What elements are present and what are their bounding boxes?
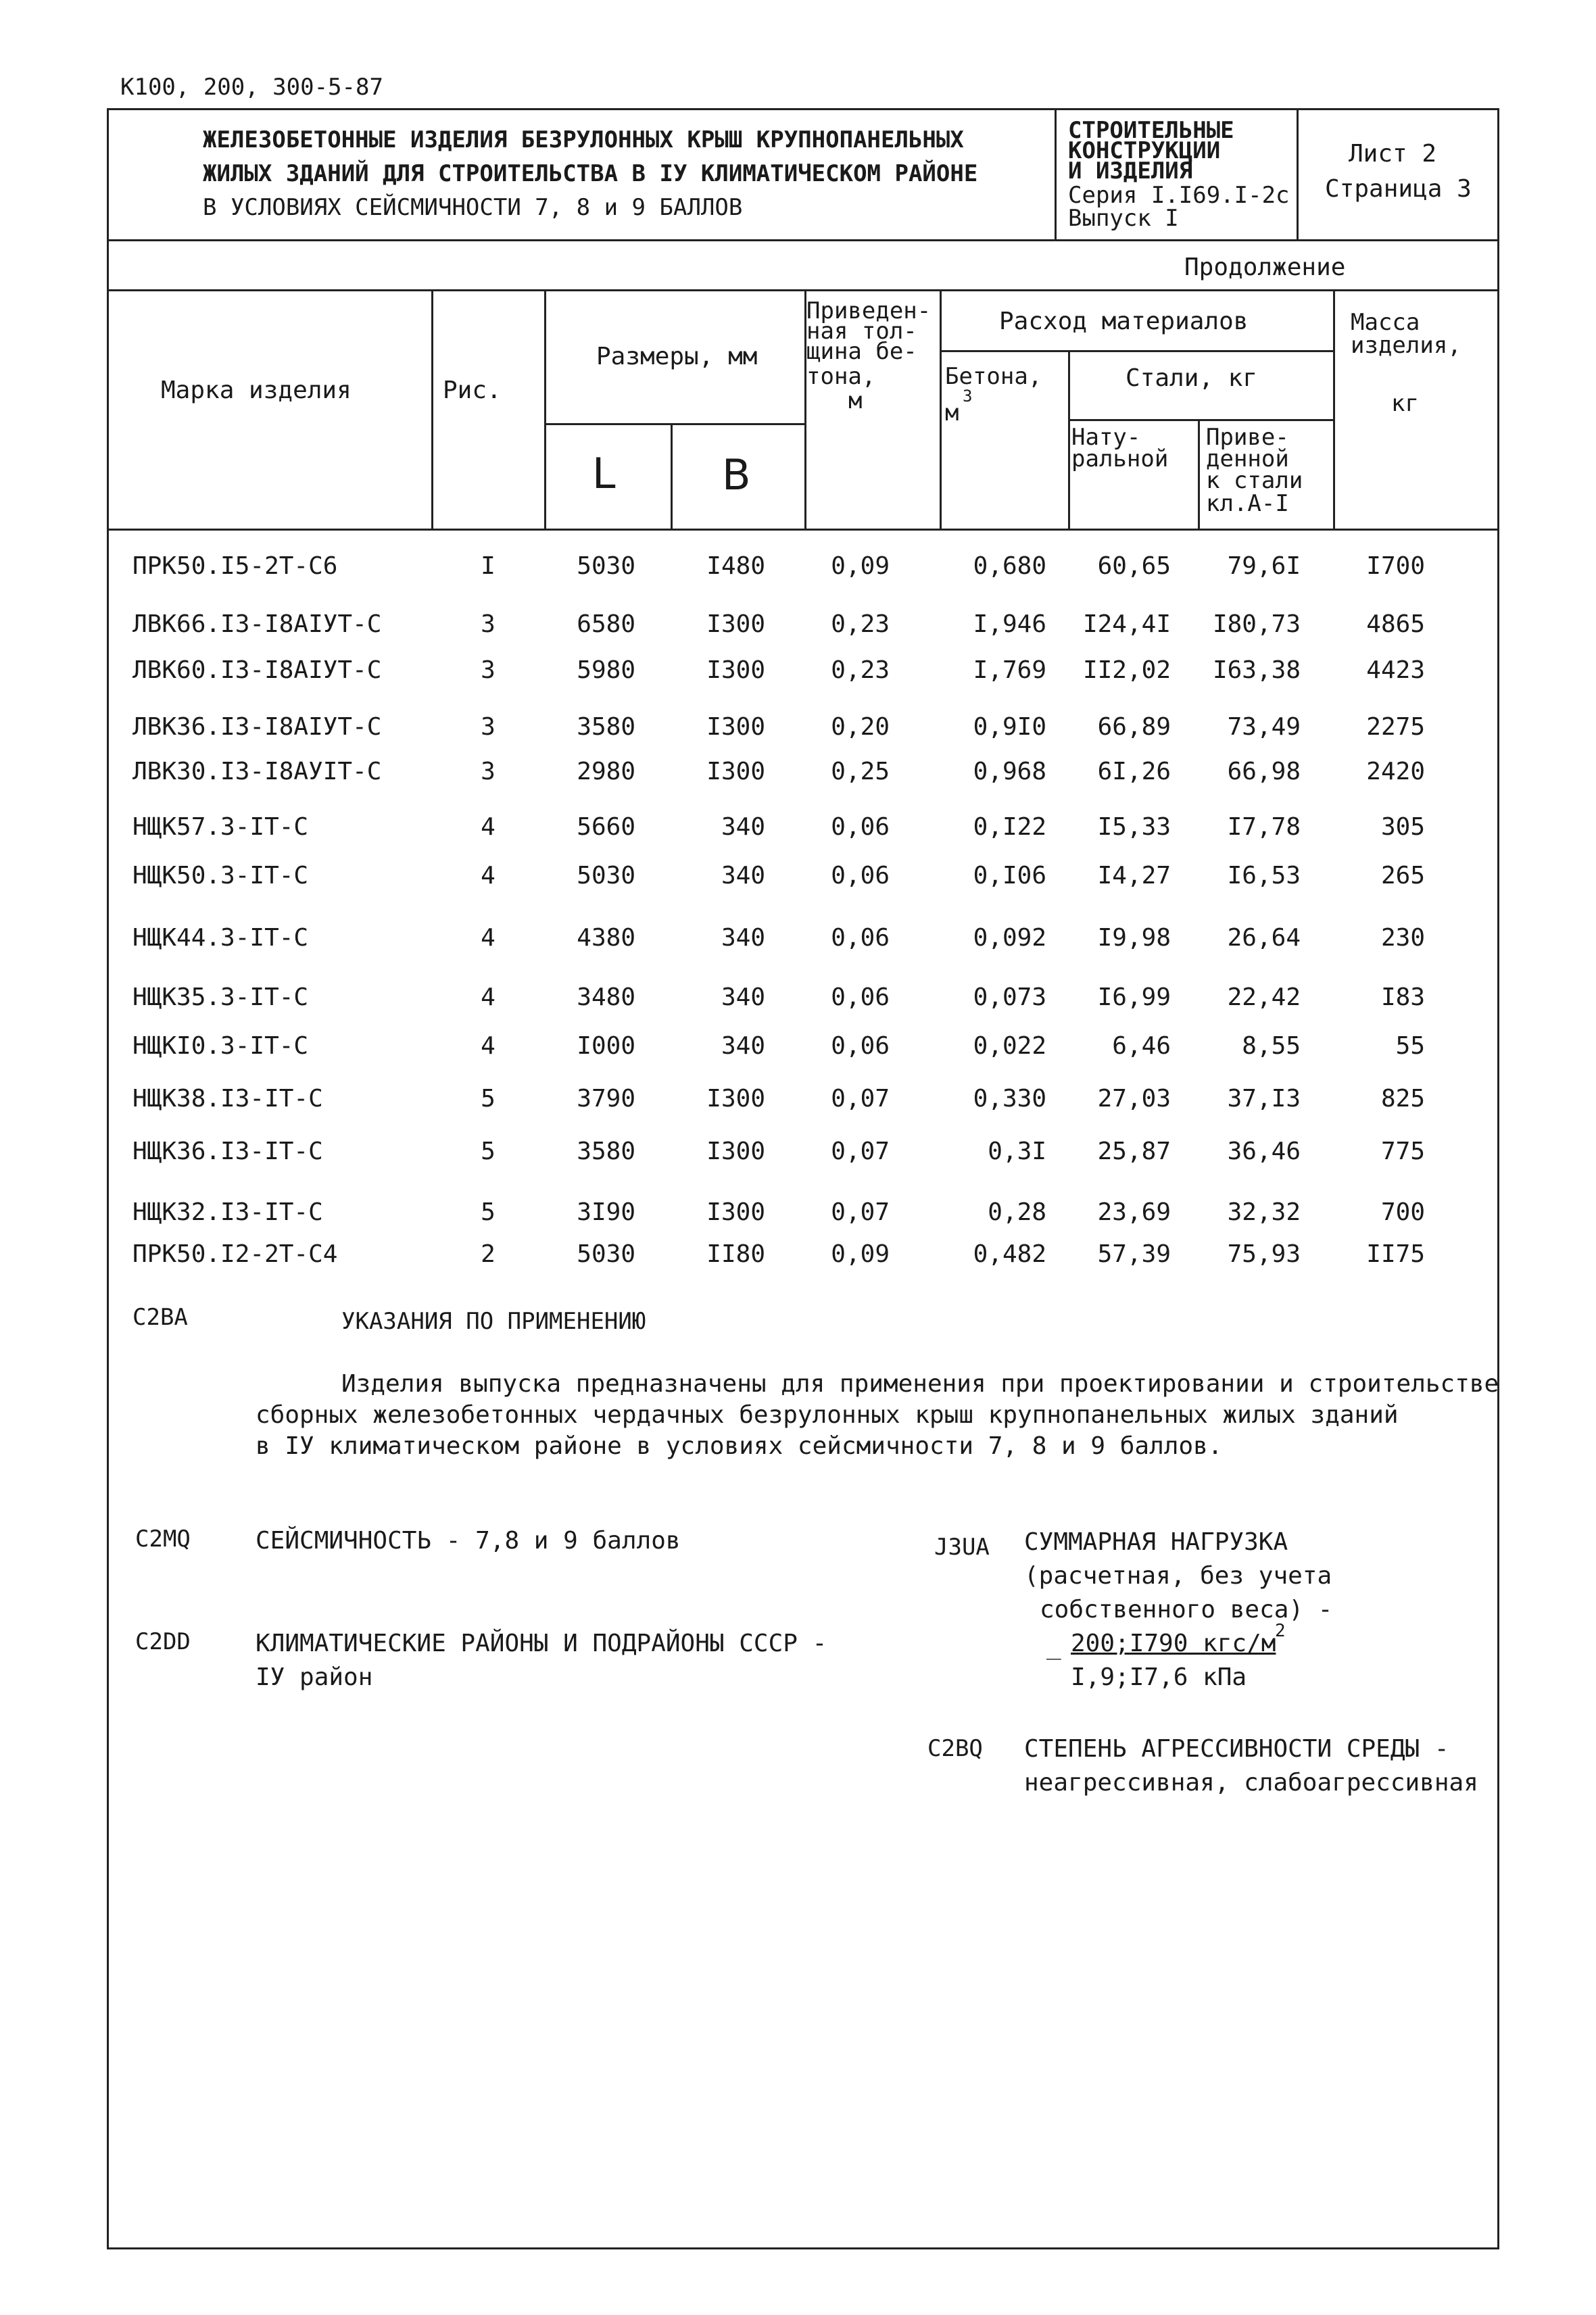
cell-mass: 2420 — [1366, 758, 1425, 785]
cell-natural-steel: I5,33 — [1097, 813, 1171, 841]
cell-reduced-thickness: 0,25 — [831, 758, 890, 785]
cell-mark: НЩК44.3-IТ-С — [132, 924, 309, 952]
cell-reduced-steel: 8,55 — [1242, 1032, 1301, 1060]
cell-width: 340 — [721, 1032, 765, 1060]
cell-length: 4380 — [577, 924, 635, 952]
cell-natural-steel: 60,65 — [1097, 552, 1171, 580]
cell-mark: НЩК35.3-IТ-С — [132, 983, 309, 1011]
cell-fig: 5 — [481, 1138, 495, 1165]
cell-width: I300 — [706, 1085, 765, 1113]
header-sizes: Размеры, мм — [596, 343, 758, 370]
cell-length: 3I90 — [577, 1198, 635, 1226]
aggressiveness-text-line-2: неагрессивная, слабоагрессивная — [1024, 1769, 1478, 1797]
continuation-label: Продолжение — [1184, 253, 1346, 281]
cell-width: I480 — [706, 552, 765, 580]
frame-right — [1497, 108, 1499, 2249]
cell-reduced-steel: 73,49 — [1227, 713, 1301, 741]
cell-concrete: 0,330 — [973, 1085, 1046, 1113]
cell-reduced-steel: I63,38 — [1212, 656, 1301, 684]
cell-length: 5980 — [577, 656, 635, 684]
header-thickness-line: щина бе- — [806, 338, 917, 365]
cell-concrete: I,769 — [973, 656, 1046, 684]
cell-mass: 265 — [1380, 862, 1425, 890]
header-mass-line: Масса — [1351, 309, 1420, 336]
cell-width: II80 — [706, 1240, 765, 1268]
header-steel: Стали, кг — [1126, 364, 1258, 392]
cell-width: 340 — [721, 862, 765, 890]
usage-code: C2BA — [132, 1304, 188, 1331]
title-divider-1 — [1055, 108, 1057, 241]
cell-natural-steel: I4,27 — [1097, 862, 1171, 890]
cell-width: 340 — [721, 924, 765, 952]
cell-length: 5030 — [577, 1240, 635, 1268]
cell-fig: I — [481, 552, 495, 580]
cell-mark: НЩК38.I3-IТ-С — [132, 1085, 323, 1113]
header-col-divider — [544, 289, 546, 530]
cell-reduced-thickness: 0,06 — [831, 813, 890, 841]
frame-bottom — [107, 2247, 1499, 2249]
header-B: B — [722, 450, 751, 499]
cell-width: I300 — [706, 713, 765, 741]
title-line-2: ЖИЛЫХ ЗДАНИЙ ДЛЯ СТРОИТЕЛЬСТВА В IУ КЛИМАТИЧЕСКОМ РАЙОНЕ — [203, 160, 978, 187]
cell-fig: 4 — [481, 862, 495, 890]
cell-mass: 775 — [1380, 1138, 1425, 1165]
cell-reduced-thickness: 0,09 — [831, 1240, 890, 1268]
cell-natural-steel: 25,87 — [1097, 1138, 1171, 1165]
cell-concrete: 0,I22 — [973, 813, 1046, 841]
cell-natural-steel: I6,99 — [1097, 983, 1171, 1011]
title-bottom-line — [107, 239, 1499, 241]
cell-length: 5660 — [577, 813, 635, 841]
header-thickness-line: тона, — [806, 363, 876, 390]
cell-reduced-steel: 22,42 — [1227, 983, 1301, 1011]
header-row-divider — [544, 423, 806, 425]
cell-reduced-steel: I80,73 — [1212, 610, 1301, 638]
load-text-exponent: 2 — [1275, 1621, 1286, 1641]
header-thickness-line: м — [848, 387, 863, 414]
header-bottom-line — [107, 529, 1499, 531]
cell-fig: 5 — [481, 1198, 495, 1226]
cell-mark: НЩК32.I3-IТ-С — [132, 1198, 323, 1226]
cell-concrete: 0,9I0 — [973, 713, 1046, 741]
cell-mass: 55 — [1395, 1032, 1425, 1060]
cell-reduced-steel: 66,98 — [1227, 758, 1301, 785]
cell-fig: 4 — [481, 813, 495, 841]
cell-mark: ПРК50.I5-2Т-С6 — [132, 552, 338, 580]
cell-reduced-steel: 32,32 — [1227, 1198, 1301, 1226]
header-col-divider — [431, 289, 433, 530]
header-col-divider — [671, 424, 673, 530]
cell-reduced-thickness: 0,09 — [831, 552, 890, 580]
cell-mass: 700 — [1380, 1198, 1425, 1226]
seismic-code: C2MQ — [135, 1526, 191, 1553]
header-mass-line: кг — [1391, 390, 1419, 417]
title-divider-2 — [1297, 108, 1299, 241]
load-text-dash: _ — [1046, 1632, 1061, 1660]
cell-width: I300 — [706, 758, 765, 785]
header-material-consumption: Расход материалов — [999, 308, 1249, 335]
title-line-3: В УСЛОВИЯХ СЕЙСМИЧНОСТИ 7, 8 и 9 БАЛЛОВ — [203, 194, 743, 221]
header-row-divider — [1068, 419, 1335, 421]
cell-length: 6580 — [577, 610, 635, 638]
cell-natural-steel: I9,98 — [1097, 924, 1171, 952]
header-col-divider — [1068, 351, 1070, 530]
cell-concrete: I,946 — [973, 610, 1046, 638]
header-thickness-line: Приведен- — [806, 297, 932, 324]
cell-mass: 305 — [1380, 813, 1425, 841]
cell-concrete: 0,I06 — [973, 862, 1046, 890]
cell-reduced-thickness: 0,20 — [831, 713, 890, 741]
cell-reduced-thickness: 0,06 — [831, 983, 890, 1011]
series-line-1: СТРОИТЕЛЬНЫЕ — [1068, 117, 1234, 144]
cell-mark: ЛВК36.I3-I8АIУТ-С — [132, 713, 382, 741]
cell-natural-steel: 6I,26 — [1097, 758, 1171, 785]
cell-reduced-thickness: 0,23 — [831, 610, 890, 638]
title-line-1: ЖЕЛЕЗОБЕТОННЫЕ ИЗДЕЛИЯ БЕЗРУЛОННЫХ КРЫШ КРУПНОПАНЕЛЬНЫХ — [203, 126, 964, 153]
load-text-line-5: I,9;I7,6 кПа — [1071, 1663, 1247, 1691]
cell-mark: ЛВК30.I3-I8АУIТ-С — [132, 758, 382, 785]
usage-paragraph-line-2: сборных железобетонных чердачных безрулонных крыш крупнопанельных жилых зданий — [256, 1401, 1399, 1429]
cell-mark: НЩК57.3-IТ-С — [132, 813, 309, 841]
cell-reduced-steel: I6,53 — [1227, 862, 1301, 890]
cell-reduced-steel: 79,6I — [1227, 552, 1301, 580]
cell-fig: 4 — [481, 1032, 495, 1060]
aggressiveness-code: C2BQ — [927, 1735, 983, 1762]
climate-text-line-2: IУ район — [256, 1663, 373, 1691]
header-mark: Марка изделия — [161, 376, 352, 404]
header-fig: Рис. — [443, 376, 502, 404]
document-code: K100, 200, 300-5-87 — [120, 74, 383, 101]
cell-mass: 2275 — [1366, 713, 1425, 741]
header-reduced-line: Приве- — [1206, 424, 1289, 451]
cell-mark: НЩК36.I3-IТ-С — [132, 1138, 323, 1165]
cell-width: 340 — [721, 813, 765, 841]
header-L: L — [592, 449, 616, 498]
cell-mass: 230 — [1380, 924, 1425, 952]
cell-width: I300 — [706, 610, 765, 638]
cell-mass: II75 — [1366, 1240, 1425, 1268]
cell-reduced-thickness: 0,06 — [831, 1032, 890, 1060]
aggressiveness-text-line-1: СТЕПЕНЬ АГРЕССИВНОСТИ СРЕДЫ - — [1024, 1735, 1449, 1763]
cell-natural-steel: 6,46 — [1112, 1032, 1171, 1060]
cell-concrete: 0,3I — [988, 1138, 1046, 1165]
sheet-number: Лист 2 — [1349, 140, 1437, 168]
cell-length: 3580 — [577, 713, 635, 741]
cell-reduced-thickness: 0,07 — [831, 1085, 890, 1113]
header-col-divider — [1333, 289, 1335, 530]
header-col-divider — [1198, 420, 1200, 530]
cell-mark: ПРК50.I2-2Т-С4 — [132, 1240, 338, 1268]
load-text-line-3: собственного веса) - — [1040, 1596, 1333, 1624]
frame-left — [107, 108, 109, 2249]
cell-fig: 3 — [481, 713, 495, 741]
cell-natural-steel: II2,02 — [1082, 656, 1171, 684]
load-text-line-1: СУММАРНАЯ НАГРУЗКА — [1024, 1528, 1288, 1556]
header-mass-line: изделия, — [1351, 332, 1461, 359]
header-reduced-line: кл.А-I — [1206, 490, 1289, 517]
header-concrete-exponent: 3 — [963, 387, 973, 406]
cell-reduced-thickness: 0,07 — [831, 1198, 890, 1226]
cell-concrete: 0,28 — [988, 1198, 1046, 1226]
cell-length: 2980 — [577, 758, 635, 785]
cell-fig: 5 — [481, 1085, 495, 1113]
frame-top — [107, 108, 1499, 110]
cell-reduced-thickness: 0,23 — [831, 656, 890, 684]
cell-mark: ЛВК66.I3-I8АIУТ-С — [132, 610, 382, 638]
header-concrete-line: Бетона, — [945, 363, 1042, 390]
cell-length: 3790 — [577, 1085, 635, 1113]
header-reduced-line: денной — [1206, 445, 1289, 472]
header-col-divider — [940, 289, 942, 530]
cell-mass: 825 — [1380, 1085, 1425, 1113]
cell-mass: I700 — [1366, 552, 1425, 580]
usage-heading: УКАЗАНИЯ ПО ПРИМЕНЕНИЮ — [341, 1308, 646, 1335]
cell-natural-steel: 27,03 — [1097, 1085, 1171, 1113]
cell-length: 3480 — [577, 983, 635, 1011]
series-line-5: Выпуск I — [1068, 205, 1179, 232]
cell-reduced-steel: 75,93 — [1227, 1240, 1301, 1268]
cell-fig: 4 — [481, 983, 495, 1011]
cell-mark: ЛВК60.I3-I8АIУТ-С — [132, 656, 382, 684]
cell-width: 340 — [721, 983, 765, 1011]
climate-text-line-1: КЛИМАТИЧЕСКИЕ РАЙОНЫ И ПОДРАЙОНЫ СССР - — [256, 1630, 827, 1657]
series-line-4: Серия I.I69.I-2с — [1068, 182, 1290, 209]
load-text-line-4: 200;I790 кгс/м — [1071, 1630, 1276, 1657]
cell-reduced-steel: 36,46 — [1227, 1138, 1301, 1165]
cell-fig: 2 — [481, 1240, 495, 1268]
cell-length: 3580 — [577, 1138, 635, 1165]
header-natural-line: Нату- — [1071, 424, 1141, 451]
cell-width: I300 — [706, 1138, 765, 1165]
cell-concrete: 0,968 — [973, 758, 1046, 785]
usage-paragraph-line-1: Изделия выпуска предназначены для применения при проектировании и строительстве — [341, 1370, 1499, 1398]
seismic-text: СЕЙСМИЧНОСТЬ - 7,8 и 9 баллов — [256, 1527, 681, 1555]
table-top-line — [107, 289, 1499, 291]
cell-reduced-thickness: 0,07 — [831, 1138, 890, 1165]
cell-mass: I83 — [1380, 983, 1425, 1011]
cell-fig: 4 — [481, 924, 495, 952]
cell-concrete: 0,680 — [973, 552, 1046, 580]
cell-concrete: 0,073 — [973, 983, 1046, 1011]
page-number: Страница 3 — [1325, 175, 1472, 203]
usage-paragraph-line-3: в IУ климатическом районе в условиях сейсмичности 7, 8 и 9 баллов. — [256, 1432, 1223, 1460]
cell-width: I300 — [706, 1198, 765, 1226]
cell-mark: НЩК50.3-IТ-С — [132, 862, 309, 890]
cell-concrete: 0,482 — [973, 1240, 1046, 1268]
load-text-line-2: (расчетная, без учета — [1024, 1562, 1332, 1590]
load-code: J3UA — [934, 1534, 990, 1561]
series-line-2: КОНСТРУКЦИИ — [1068, 137, 1221, 164]
cell-concrete: 0,022 — [973, 1032, 1046, 1060]
cell-reduced-steel: I7,78 — [1227, 813, 1301, 841]
cell-mark: НЩКI0.3-IТ-С — [132, 1032, 309, 1060]
cell-natural-steel: 57,39 — [1097, 1240, 1171, 1268]
series-line-3: И ИЗДЕЛИЯ — [1068, 157, 1193, 185]
cell-length: 5030 — [577, 552, 635, 580]
cell-reduced-thickness: 0,06 — [831, 924, 890, 952]
cell-fig: 3 — [481, 758, 495, 785]
header-thickness-line: ная тол- — [806, 318, 917, 345]
cell-length: 5030 — [577, 862, 635, 890]
cell-reduced-steel: 26,64 — [1227, 924, 1301, 952]
header-concrete-line: м — [945, 399, 959, 427]
cell-concrete: 0,092 — [973, 924, 1046, 952]
cell-length: I000 — [577, 1032, 635, 1060]
cell-width: I300 — [706, 656, 765, 684]
cell-fig: 3 — [481, 610, 495, 638]
climate-code: C2DD — [135, 1628, 191, 1655]
cell-reduced-thickness: 0,06 — [831, 862, 890, 890]
header-natural-line: ральной — [1071, 445, 1169, 472]
cell-natural-steel: I24,4I — [1082, 610, 1171, 638]
cell-reduced-steel: 37,I3 — [1227, 1085, 1301, 1113]
cell-fig: 3 — [481, 656, 495, 684]
cell-natural-steel: 23,69 — [1097, 1198, 1171, 1226]
cell-mass: 4865 — [1366, 610, 1425, 638]
cell-natural-steel: 66,89 — [1097, 713, 1171, 741]
header-reduced-line: к стали — [1206, 467, 1303, 494]
cell-mass: 4423 — [1366, 656, 1425, 684]
header-row-divider — [940, 350, 1335, 352]
